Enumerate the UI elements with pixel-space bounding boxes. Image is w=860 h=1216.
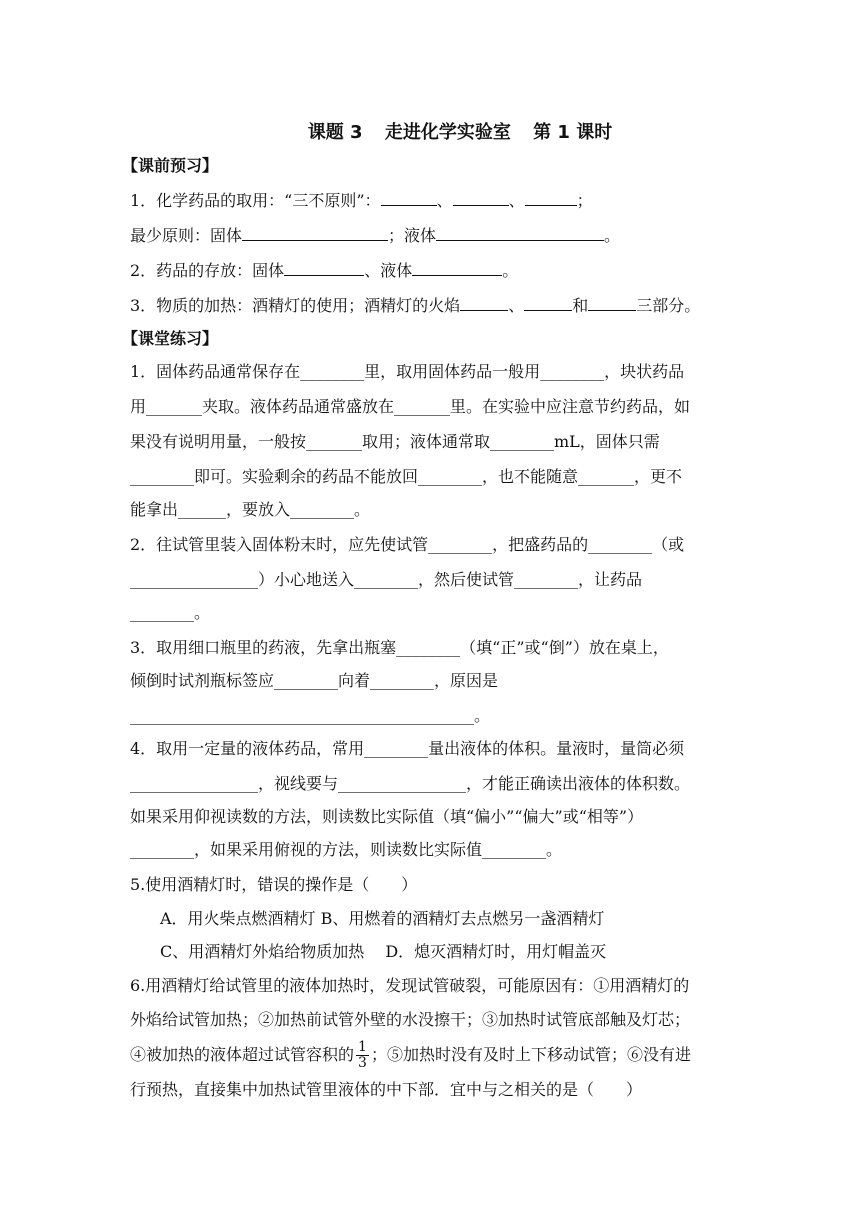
preview-line-4: 3．物质的加热：酒精灯的使用；酒精灯的火焰 、 和 三部分。 [130,296,701,315]
q6-line-3: ④被加热的液体超过试管容积的 $\frac{1}{3}$ ；⑤加热时没有及时上下移动试管；⑥没有进 [130,1039,691,1071]
q4-line-3: 如果采用仰视读数的方法，则读数比实际值（填“偏小”“偏大”或“相等”） [130,807,644,826]
preview-line-2: 最少原则：固体 ；液体 。 [130,226,621,245]
q5-options-ab: A．用火柴点燃酒精灯 B、用燃着的酒精灯去点燃另一盏酒精灯 [160,909,605,928]
q2-line-3: ________。 [130,603,211,622]
q1-line-5: 能拿出______，要放入________。 [130,500,371,519]
q3-line-1: 3．取用细口瓶里的药液，先拿出瓶塞________（填“正”或“倒”）放在桌上， [130,638,669,657]
q1-line-2: 用_______夹取。液体药品通常盛放在_______里。在实验中应注意节约药品，如 [130,397,691,416]
q1-line-4: ________即可。实验剩余的药品不能放回________，也不能随意_______，更不 [130,467,683,486]
q6-line-4: 行预热，直接集中加热试管里液体的中下部．宜中与之相关的是（ ） [130,1080,643,1099]
q5-options-cd: C、用酒精灯外焰给物质加热 D．熄灭酒精灯时，用灯帽盖灭 [160,942,607,961]
q4-line-4: ________，如果采用俯视的方法，则读数比实际值________。 [130,840,563,859]
q5-stem: 5.使用酒精灯时，错误的操作是（ ） [130,875,418,894]
q2-line-2: ________________）小心地送入________，然后使试管________，让药品 [130,570,643,589]
section-preview: 【课前预习】 [122,156,219,175]
q2-line-1: 2．往试管里装入固体粉末时，应先使试管________，把盛药品的________（或 [130,535,685,554]
q6-line-2: 外焰给试管加热；②加热前试管外壁的水没擦干；③加热时试管底部触及灯芯； [130,1010,691,1029]
page-title: 课题 3 走进化学实验室 第 1 课时 [307,122,613,143]
section-practice: 【课堂练习】 [122,329,219,348]
preview-line-1: 1．化学药品的取用：“三不原则”： 、 、 ； [130,191,593,210]
preview-line-3: 2．药品的存放：固体 、液体 。 [130,261,519,280]
q3-line-2: 倾倒时试剂瓶标签应________向着________，原因是 [130,671,499,690]
q6-line-1: 6.用酒精灯给试管里的液体加热时，发现试管破裂，可能原因有：①用酒精灯的 [130,976,690,995]
q4-line-2: ________________，视线要与________________，才能正确读出液体的体积数。 [130,774,691,793]
fraction-one-third: $\frac{1}{3}$ [358,1039,367,1071]
q1-line-1: 1．固体药品通常保存在________里，取用固体药品一般用________，块状药品 [130,362,685,381]
q1-line-3: 果没有说明用量，一般按_______取用；液体通常取________mL，固体只需 [130,432,660,451]
q4-line-1: 4．取用一定量的液体药品，常用________量出液体的体积。量液时，量筒必须 [130,739,685,758]
q3-line-3: ___________________________________________。 [130,706,491,725]
